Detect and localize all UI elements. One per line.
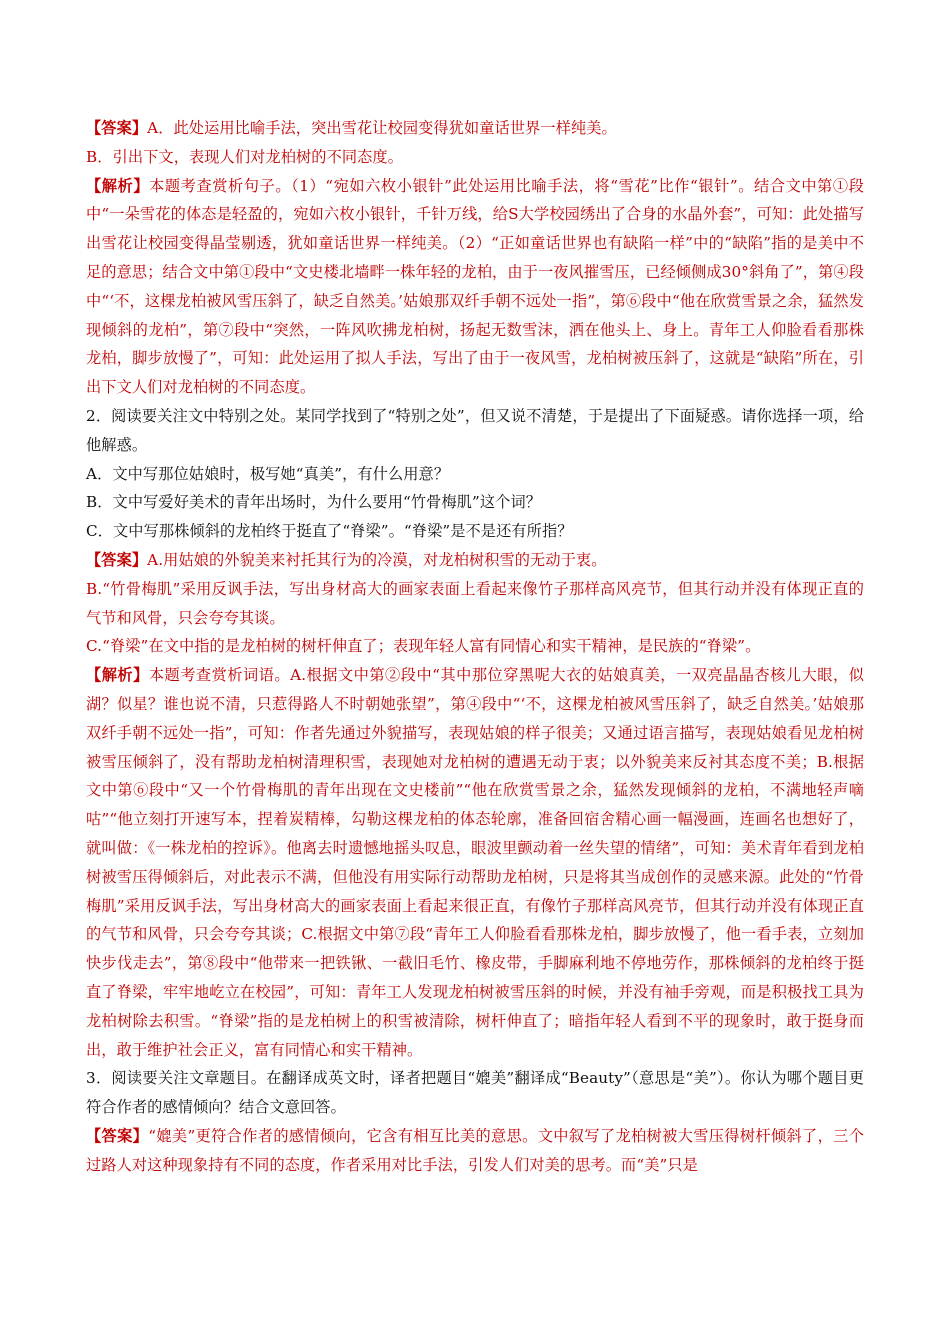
answer-2-c xyxy=(86,632,864,661)
analysis-text: 本题考查赏析词语。A.根据文中第②段中“其中那位穿黑呢大衣的姑娘真美，一双亮晶晶杏核儿大眼，似湖？似星？谁也说不清，只惹得路人不时朝她张望”，第④段中“‘不，这棵龙柏被风雪压斜了，缺乏自然美。’姑娘那双纤手朝不远处一指”，可知：作者先通过外貌描写，表现姑娘的样子很美；又通过语言描写，表现姑娘看见龙柏树被雪压倾斜了，没有帮助龙柏树清理积雪，表现她对龙柏树的遭遇无动于衷；以外貌美来反衬其态度不美；B.根据文中第⑥段中“又一个竹骨梅肌的青年出现在文史楼前”“他在欣赏雪景之余，猛然发现倾斜的龙柏，不满地轻声嘀咕”“他立刻打开速写本，捏着炭精棒，勾勒这棵龙柏的体态轮廓，准备回宿舍精心画一幅漫画，连画名也想好了，就叫做：《一株龙柏的控诉》。他离去时遗憾地摇头叹息，眼波里颤动着一丝失望的情绪”，可知：美术青年看到龙柏树被雪压得倾斜后，对此表示不满，但他没有用实际行动帮助龙柏树，只是将其当成创作的灵感来源。此处的“竹骨梅肌”采用反讽手法，写出身材高大的画家表面上看起来很正直，有像竹子那样高风亮节，但其行动并没有体现正直的气节和风骨，只会夸夸其谈；C.根据文中第⑦段“青年工人仰脸看看那株龙柏，脚步放慢了，他一看手表，立刻加快步伐走去”，第⑧段中“他带来一把铁锹、一截旧毛竹、橡皮带，手脚麻利地不停地劳作，那株倾斜的龙柏终于挺直了脊梁，牢牢地屹立在校园”，可知：青年工人发现龙柏树被雪压斜的时候，并没有袖手旁观，而是积极找工具为龙柏树除去积雪。“脊梁”指的是龙柏树上的积雪被清除，树杆伸直了；暗指年轻人看到不平的现象时，敢于挺身而出，敢于维护社会正义，富有同情心和实干精神。 xyxy=(86,666,864,1059)
answer-tag: 【答案】 xyxy=(86,550,148,569)
question-2-option-c xyxy=(86,517,864,546)
answer-tag: 【答案】 xyxy=(86,119,148,137)
answer-text: A．此处运用比喻手法，突出雪花让校园变得犹如童话世界一样纯美。 xyxy=(147,119,617,137)
question-3 xyxy=(86,1064,864,1122)
answer-2-b xyxy=(86,575,864,633)
analysis-tag: 【解析】 xyxy=(86,666,149,685)
answer-1 xyxy=(86,114,864,143)
answer-1-b xyxy=(86,143,864,172)
analysis-text: 本题考查赏析句子。（1）“宛如六枚小银针”此处运用比喻手法，将“雪花”比作“银针”。结合文中第①段中“一朵雪花的体态是轻盈的，宛如六枚小银针，千针万线，给S大学校园绣出了合身的水晶外套”，可知：此处描写出雪花让校园变得晶莹剔透，犹如童话世界一样纯美。（2）“正如童话世界也有缺陷一样”中的“缺陷”指的是美中不足的意思；结合文中第①段中“文史楼北墙畔一株年轻的龙柏，由于一夜风摧雪压，已经倾侧成30°斜角了”，第④段中“‘不，这棵龙柏被风雪压斜了，缺乏自然美。’姑娘那双纤手朝不远处一指”，第⑥段中“他在欣赏雪景之余，猛然发现倾斜的龙柏”，第⑦段中“突然，一阵风吹拂龙柏树，扬起无数雪沫，洒在他头上、身上。青年工人仰脸看看那株龙柏，脚步放慢了”，可知：此处运用了拟人手法，写出了由于一夜风雪，龙柏树被压斜了，这就是“缺陷”所在，引出下文人们对龙柏树的不同态度。 xyxy=(86,176,864,397)
answer-text: C.“脊梁”在文中指的是龙柏树的树杆伸直了；表现年轻人富有同情心和实干精神，是民族的“脊梁”。 xyxy=(86,637,761,656)
option-text: A．文中写那位姑娘时，极写她“真美”，有什么用意？ xyxy=(86,464,450,483)
answer-text: A.用姑娘的外貌美来衬托其行为的冷漠，对龙柏树积雪的无动于衷。 xyxy=(147,550,607,569)
question-2-option-a xyxy=(86,460,864,489)
answer-tag: 【答案】 xyxy=(86,1126,149,1145)
option-text: C．文中写那株倾斜的龙柏终于挺直了“脊梁”。“脊梁”是不是还有所指？ xyxy=(86,522,573,541)
question-2 xyxy=(86,402,864,460)
option-text: B．文中写爱好美术的青年出场时，为什么要用“竹骨梅肌”这个词？ xyxy=(86,493,542,512)
analysis-2 xyxy=(86,661,864,1064)
answer-text: B．引出下文，表现人们对龙柏树的不同态度。 xyxy=(86,147,404,166)
analysis-tag: 【解析】 xyxy=(86,176,150,195)
document-body xyxy=(86,114,864,1179)
answer-text: B.“竹骨梅肌”采用反讽手法，写出身材高大的画家表面上看起来像竹子那样高风亮节，但其行动并没有体现正直的气节和风骨，只会夸夸其谈。 xyxy=(86,579,864,627)
question-2-option-b xyxy=(86,488,864,517)
analysis-1 xyxy=(86,172,864,402)
answer-3 xyxy=(86,1122,864,1180)
answer-text: “媲美”更符合作者的感情倾向，它含有相互比美的意思。文中叙写了龙柏树被大雪压得树杆倾斜了，三个过路人对这种现象持有不同的态度，作者采用对比手法，引发人们对美的思考。而“美”只是 xyxy=(86,1126,865,1174)
answer-2-a xyxy=(86,546,864,575)
question-text: 3．阅读要关注文章题目。在翻译成英文时，译者把题目“媲美”翻译成“Beauty”（意思是“美”）。你认为哪个题目更符合作者的感情倾向？结合文意回答。 xyxy=(86,1069,864,1117)
question-text: 2．阅读要关注文中特别之处。某同学找到了“特别之处”，但又说不清楚，于是提出了下面疑惑。请你选择一项，给他解惑。 xyxy=(86,406,864,454)
